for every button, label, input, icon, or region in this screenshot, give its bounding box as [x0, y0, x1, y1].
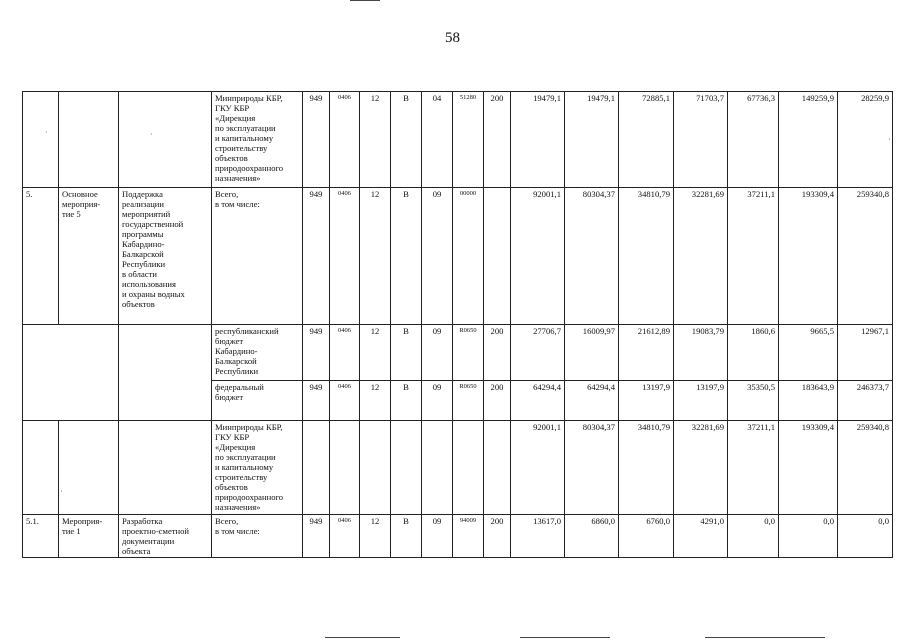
- direction-code: [453, 421, 484, 515]
- amount-year-3: 34810,79: [619, 421, 674, 515]
- scan-edge-mark: [520, 637, 610, 638]
- event-description: Поддержка реализации мероприятий государственной программы Кабардино- Балкарской Республики в области использования и охраны водных объектов: [119, 188, 212, 325]
- section-code: 0406: [330, 515, 360, 558]
- event-name: [59, 421, 119, 515]
- direction-code: 51280: [453, 92, 484, 188]
- amount-year-6: 0,0: [779, 515, 838, 558]
- table-row: [23, 92, 893, 188]
- amount-year-2: 19479,1: [565, 92, 619, 188]
- executor-cell: федеральный бюджет: [212, 381, 303, 421]
- grbs-code: [303, 421, 330, 515]
- amount-year-2: 80304,37: [565, 421, 619, 515]
- expense-type-code: 200: [484, 381, 511, 421]
- direction-code: 94009: [453, 515, 484, 558]
- grbs-code: 949: [303, 92, 330, 188]
- amount-year-5: 37211,1: [728, 188, 779, 325]
- event-code: 09: [422, 188, 453, 325]
- grbs-code: 949: [303, 381, 330, 421]
- amount-year-6: 193309,4: [779, 421, 838, 515]
- amount-year-5: 35350,5: [728, 381, 779, 421]
- event-name: Мероприя- тие 1: [59, 515, 119, 558]
- subprogram-code: В: [391, 515, 422, 558]
- event-name: Основное мероприя- тие 5: [59, 188, 119, 325]
- program-code: 12: [360, 515, 391, 558]
- scan-speck: ·: [150, 130, 153, 139]
- program-code: 12: [360, 381, 391, 421]
- amount-year-7: 259340,8: [838, 188, 893, 325]
- expense-type-code: [484, 188, 511, 325]
- scan-edge-mark: [705, 637, 825, 638]
- scan-speck: ·: [888, 135, 891, 144]
- executor-cell: Всего, в том числе:: [212, 515, 303, 558]
- merged-empty-cell: [119, 325, 212, 421]
- table-row: [23, 325, 893, 381]
- program-code: 12: [360, 92, 391, 188]
- row-number: 5.1.: [23, 515, 59, 558]
- table-row: [23, 188, 893, 325]
- amount-year-2: 80304,37: [565, 188, 619, 325]
- amount-year-4: 4291,0: [674, 515, 728, 558]
- scan-speck: ·: [60, 487, 63, 496]
- amount-year-3: 21612,89: [619, 325, 674, 381]
- amount-year-6: 183643,9: [779, 381, 838, 421]
- event-code: 04: [422, 92, 453, 188]
- executor-cell: Всего, в том числе:: [212, 188, 303, 325]
- scan-edge-mark: [350, 0, 380, 1]
- expense-type-code: 200: [484, 92, 511, 188]
- grbs-code: 949: [303, 515, 330, 558]
- amount-year-1: 92001,1: [511, 421, 565, 515]
- subprogram-code: [391, 421, 422, 515]
- event-description: [119, 92, 212, 188]
- executor-cell: Минприроды КБР, ГКУ КБР «Дирекция по эксплуатации и капитальному строительству объектов природоохранного назначения»: [212, 92, 303, 188]
- amount-year-2: 6860,0: [565, 515, 619, 558]
- amount-year-7: 246373,7: [838, 381, 893, 421]
- amount-year-4: 32281,69: [674, 188, 728, 325]
- amount-year-3: 34810,79: [619, 188, 674, 325]
- section-code: [330, 421, 360, 515]
- amount-year-7: 0,0: [838, 515, 893, 558]
- amount-year-7: 12967,1: [838, 325, 893, 381]
- expense-type-code: [484, 421, 511, 515]
- amount-year-2: 64294,4: [565, 381, 619, 421]
- program-code: 12: [360, 325, 391, 381]
- amount-year-5: 0,0: [728, 515, 779, 558]
- merged-empty-cell: [23, 325, 119, 421]
- table-row: [23, 515, 893, 558]
- section-code: 0406: [330, 92, 360, 188]
- row-number: 5.: [23, 188, 59, 325]
- table-body: [23, 92, 893, 558]
- event-code: 09: [422, 325, 453, 381]
- amount-year-1: 92001,1: [511, 188, 565, 325]
- executor-cell: республиканский бюджет Кабардино- Балкарской Республики: [212, 325, 303, 381]
- direction-code: R0650: [453, 325, 484, 381]
- event-code: 09: [422, 381, 453, 421]
- expense-type-code: 200: [484, 515, 511, 558]
- amount-year-5: 37211,1: [728, 421, 779, 515]
- scan-edge-mark: [325, 637, 400, 638]
- amount-year-6: 193309,4: [779, 188, 838, 325]
- program-code: [360, 421, 391, 515]
- amount-year-1: 64294,4: [511, 381, 565, 421]
- budget-table: [22, 91, 893, 558]
- amount-year-2: 16009,97: [565, 325, 619, 381]
- event-code: [422, 421, 453, 515]
- subprogram-code: В: [391, 92, 422, 188]
- row-number: [23, 92, 59, 188]
- event-code: 09: [422, 515, 453, 558]
- amount-year-1: 19479,1: [511, 92, 565, 188]
- amount-year-6: 9665,5: [779, 325, 838, 381]
- amount-year-3: 72885,1: [619, 92, 674, 188]
- event-description: Разработка проектно-сметной документации объекта: [119, 515, 212, 558]
- page-number: 58: [445, 30, 460, 46]
- event-name: [59, 92, 119, 188]
- grbs-code: 949: [303, 325, 330, 381]
- section-code: 0406: [330, 325, 360, 381]
- amount-year-6: 149259,9: [779, 92, 838, 188]
- amount-year-5: 67736,3: [728, 92, 779, 188]
- amount-year-3: 6760,0: [619, 515, 674, 558]
- executor-cell: Минприроды КБР, ГКУ КБР «Дирекция по эксплуатации и капитальному строительству объектов природоохранного назначения»: [212, 421, 303, 515]
- subprogram-code: В: [391, 381, 422, 421]
- section-code: 0406: [330, 188, 360, 325]
- amount-year-4: 32281,69: [674, 421, 728, 515]
- amount-year-4: 19083,79: [674, 325, 728, 381]
- grbs-code: 949: [303, 188, 330, 325]
- amount-year-5: 1860,6: [728, 325, 779, 381]
- amount-year-1: 27706,7: [511, 325, 565, 381]
- scan-speck: ·: [45, 128, 48, 137]
- expense-type-code: 200: [484, 325, 511, 381]
- amount-year-1: 13617,0: [511, 515, 565, 558]
- amount-year-3: 13197,9: [619, 381, 674, 421]
- amount-year-7: 259340,8: [838, 421, 893, 515]
- section-code: 0406: [330, 381, 360, 421]
- row-number: [23, 421, 59, 515]
- amount-year-4: 13197,9: [674, 381, 728, 421]
- table-row: [23, 421, 893, 515]
- event-description: [119, 421, 212, 515]
- program-code: 12: [360, 188, 391, 325]
- subprogram-code: В: [391, 325, 422, 381]
- amount-year-4: 71703,7: [674, 92, 728, 188]
- direction-code: 00000: [453, 188, 484, 325]
- direction-code: R0650: [453, 381, 484, 421]
- subprogram-code: В: [391, 188, 422, 325]
- amount-year-7: 28259,9: [838, 92, 893, 188]
